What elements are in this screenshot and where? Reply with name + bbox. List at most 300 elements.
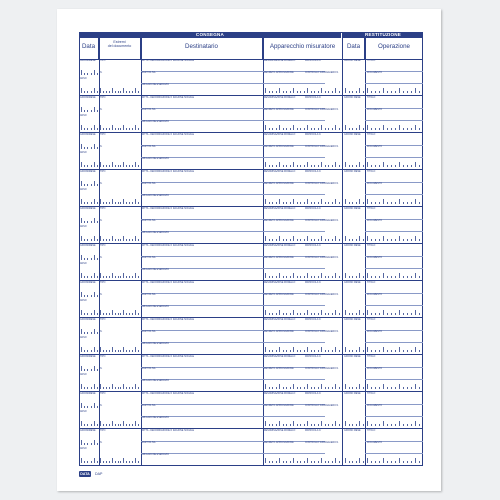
tick-mark — [307, 273, 308, 278]
label-ubicazione: UBICAZIONE ESERCIZIO — [142, 195, 170, 197]
tick-mark — [118, 313, 119, 315]
tick-mark — [321, 236, 322, 241]
brand-logo: DATA — [80, 472, 90, 476]
label-numero: N. — [100, 146, 103, 148]
tick-mark — [81, 310, 82, 315]
tick-mark — [97, 202, 98, 204]
label-decreto: DECRETO APPROVAZIONE — [264, 146, 294, 148]
tick-mark — [363, 424, 364, 426]
tick-mark — [279, 162, 280, 167]
tick-mark — [109, 350, 110, 352]
table-row — [79, 429, 423, 466]
tick-mark — [407, 350, 408, 352]
tick-mark — [91, 258, 92, 260]
tick-mark — [318, 128, 319, 130]
tick-mark — [311, 313, 312, 315]
tick-mark — [84, 258, 85, 260]
label-decreto: DECRETO APPROVAZIONE — [264, 368, 294, 370]
tick-mark — [126, 202, 127, 204]
tick-mark — [314, 276, 315, 278]
tick-mark — [407, 202, 408, 204]
row-subline — [141, 293, 325, 294]
label-mese: MESE — [89, 393, 96, 395]
tick-mark — [419, 202, 420, 204]
tick-mark — [387, 239, 388, 241]
tick-mark — [91, 406, 92, 408]
tick-mark — [318, 350, 319, 352]
tick-marks — [367, 124, 419, 130]
tick-mark — [352, 128, 353, 130]
tick-mark — [283, 350, 284, 352]
label-documento: DOCUMENTO — [367, 405, 383, 407]
tick-mark — [318, 313, 319, 315]
tick-mark — [269, 313, 270, 315]
row-subline — [141, 145, 325, 146]
tick-mark — [307, 384, 308, 389]
tick-mark — [314, 239, 315, 241]
tick-mark — [94, 440, 95, 445]
tick-mark — [269, 239, 270, 241]
tick-mark — [87, 258, 88, 260]
form-code: DAP — [95, 472, 103, 476]
tick-mark — [286, 350, 287, 352]
tick-mark — [335, 458, 336, 463]
tick-marks — [81, 143, 97, 149]
label-titolo: TITOLO — [367, 430, 376, 432]
tick-mark — [94, 236, 95, 241]
tick-mark — [352, 239, 353, 241]
tick-mark — [138, 128, 139, 130]
tick-mark — [356, 202, 357, 204]
tick-mark — [269, 128, 270, 130]
tick-marks — [81, 402, 97, 408]
tick-mark — [276, 165, 277, 167]
tick-mark — [297, 202, 298, 204]
tick-mark — [321, 347, 322, 352]
tick-marks — [345, 346, 363, 352]
tick-mark — [269, 91, 270, 93]
tick-mark — [94, 107, 95, 112]
tick-mark — [132, 424, 133, 426]
label-documento: DOCUMENTO — [367, 72, 383, 74]
tick-mark — [279, 384, 280, 389]
label-controllo: CONTROLLO GIORNALIERO N. — [305, 405, 339, 407]
tick-mark — [379, 128, 380, 130]
row-subline — [141, 182, 325, 183]
tick-mark — [403, 313, 404, 315]
tick-mark — [100, 88, 101, 93]
tick-mark — [135, 162, 136, 167]
tick-mark — [293, 458, 294, 463]
tick-mark — [318, 387, 319, 389]
tick-mark — [391, 239, 392, 241]
tick-mark — [375, 424, 376, 426]
tick-mark — [81, 329, 82, 334]
tick-mark — [100, 421, 101, 426]
tick-mark — [103, 165, 104, 167]
tick-mark — [363, 239, 364, 241]
tick-mark — [123, 125, 124, 130]
tick-mark — [290, 202, 291, 204]
tick-mark — [106, 313, 107, 315]
tick-mark — [103, 202, 104, 204]
label-titolo: TITOLO — [367, 245, 376, 247]
tick-mark — [84, 128, 85, 130]
label-giorno: GIORNO — [80, 393, 90, 395]
tick-mark — [411, 424, 412, 426]
tick-mark — [81, 107, 82, 112]
tick-mark — [269, 165, 270, 167]
tick-mark — [307, 421, 308, 426]
tick-mark — [304, 202, 305, 204]
label-mese: MESE — [354, 393, 361, 395]
tick-mark — [318, 461, 319, 463]
tick-mark — [118, 424, 119, 426]
tick-mark — [318, 424, 319, 426]
tick-mark — [283, 276, 284, 278]
tick-mark — [265, 458, 266, 463]
tick-mark — [286, 424, 287, 426]
tick-mark — [367, 88, 368, 93]
tick-mark — [276, 239, 277, 241]
tick-mark — [84, 147, 85, 149]
label-ubicazione: UBICAZIONE ESERCIZIO — [142, 417, 170, 419]
tick-mark — [367, 458, 368, 463]
label-anno: ANNO — [80, 300, 87, 302]
label-denominazione-modello: DENOMINAZIONE MODELLO — [264, 245, 296, 247]
label-anno: ANNO — [80, 411, 87, 413]
label-matricola: MATRICOLA N. — [305, 393, 322, 395]
label-decreto: DECRETO APPROVAZIONE — [264, 331, 294, 333]
tick-mark — [87, 369, 88, 371]
tick-mark — [300, 424, 301, 426]
tick-marks — [81, 383, 97, 389]
tick-mark — [419, 91, 420, 93]
tick-mark — [311, 276, 312, 278]
tick-mark — [415, 162, 416, 167]
tick-mark — [279, 125, 280, 130]
tick-mark — [403, 461, 404, 463]
tick-marks — [265, 87, 339, 93]
tick-mark — [419, 387, 420, 389]
tick-mark — [321, 273, 322, 278]
tick-mark — [283, 165, 284, 167]
tick-marks — [81, 365, 97, 371]
label-mese: MESE — [354, 356, 361, 358]
tick-mark — [383, 199, 384, 204]
tick-mark — [383, 421, 384, 426]
tick-mark — [345, 384, 346, 389]
tick-mark — [81, 440, 82, 445]
tick-mark — [325, 239, 326, 241]
tick-mark — [94, 255, 95, 260]
tick-mark — [91, 184, 92, 186]
tick-mark — [272, 276, 273, 278]
tick-mark — [293, 236, 294, 241]
tick-mark — [297, 350, 298, 352]
tick-mark — [419, 313, 420, 315]
tick-mark — [297, 128, 298, 130]
tick-mark — [399, 421, 400, 426]
tick-mark — [359, 384, 360, 389]
tick-mark — [321, 384, 322, 389]
tick-mark — [106, 165, 107, 167]
row-subline — [141, 71, 325, 72]
tick-mark — [391, 202, 392, 204]
label-numero: N. — [100, 368, 103, 370]
tick-mark — [297, 239, 298, 241]
tick-marks — [100, 272, 138, 278]
label-controllo: CONTROLLO GIORNALIERO N. — [305, 72, 339, 74]
tick-mark — [359, 458, 360, 463]
tick-mark — [97, 332, 98, 334]
tick-mark — [81, 88, 82, 93]
tick-mark — [395, 276, 396, 278]
tick-marks — [265, 272, 339, 278]
row-subline — [141, 219, 325, 220]
tick-mark — [132, 128, 133, 130]
tick-mark — [276, 91, 277, 93]
tick-mark — [286, 313, 287, 315]
tick-mark — [94, 403, 95, 408]
tick-mark — [129, 350, 130, 352]
tick-mark — [383, 384, 384, 389]
tick-mark — [126, 128, 127, 130]
tick-mark — [269, 387, 270, 389]
label-denominazione-modello: DENOMINAZIONE MODELLO — [264, 319, 296, 321]
tick-mark — [84, 221, 85, 223]
label-mese: MESE — [89, 319, 96, 321]
tick-mark — [311, 424, 312, 426]
tick-mark — [314, 165, 315, 167]
tick-mark — [349, 91, 350, 93]
tick-mark — [123, 199, 124, 204]
tick-mark — [138, 387, 139, 389]
tick-marks — [100, 87, 138, 93]
tick-mark — [293, 199, 294, 204]
tick-mark — [332, 91, 333, 93]
column-label-estremi-2: del documento — [107, 44, 132, 48]
label-matricola: MATRICOLA N. — [305, 208, 322, 210]
tick-mark — [379, 461, 380, 463]
tick-mark — [356, 276, 357, 278]
tick-mark — [321, 162, 322, 167]
tick-mark — [335, 310, 336, 315]
tick-mark — [132, 350, 133, 352]
tick-mark — [328, 128, 329, 130]
tick-mark — [81, 199, 82, 204]
tick-mark — [123, 236, 124, 241]
tick-mark — [332, 165, 333, 167]
tick-mark — [84, 332, 85, 334]
tick-mark — [115, 387, 116, 389]
tick-mark — [91, 295, 92, 297]
form-sheet — [57, 9, 441, 491]
tick-mark — [109, 461, 110, 463]
tick-mark — [286, 461, 287, 463]
tick-mark — [279, 236, 280, 241]
label-partita-iva: PARTITA IVA — [142, 368, 156, 370]
label-decreto: DECRETO APPROVAZIONE — [264, 442, 294, 444]
tick-mark — [356, 424, 357, 426]
tick-mark — [265, 236, 266, 241]
tick-mark — [339, 239, 340, 241]
tick-mark — [106, 424, 107, 426]
label-partita-iva: PARTITA IVA — [142, 294, 156, 296]
tick-mark — [304, 91, 305, 93]
tick-marks — [367, 87, 419, 93]
tick-mark — [293, 347, 294, 352]
row-subline — [365, 416, 423, 417]
tick-mark — [135, 347, 136, 352]
tick-mark — [84, 461, 85, 463]
tick-mark — [367, 347, 368, 352]
tick-mark — [132, 387, 133, 389]
label-denominazione-modello: DENOMINAZIONE MODELLO — [264, 356, 296, 358]
tick-mark — [318, 276, 319, 278]
label-numero: N. — [100, 331, 103, 333]
tick-mark — [359, 125, 360, 130]
tick-mark — [87, 443, 88, 445]
tick-mark — [129, 239, 130, 241]
label-documento: DOCUMENTO — [367, 257, 383, 259]
table-row — [79, 207, 423, 244]
tick-mark — [411, 165, 412, 167]
label-giorno: GIORNO — [80, 134, 90, 136]
tick-mark — [279, 310, 280, 315]
tick-mark — [407, 387, 408, 389]
tick-mark — [293, 310, 294, 315]
tick-mark — [293, 384, 294, 389]
tick-mark — [129, 461, 130, 463]
tick-mark — [311, 91, 312, 93]
tick-mark — [112, 125, 113, 130]
tick-mark — [349, 313, 350, 315]
tick-mark — [97, 313, 98, 315]
tick-mark — [363, 313, 364, 315]
tick-mark — [300, 276, 301, 278]
tick-mark — [109, 128, 110, 130]
tick-marks — [345, 272, 363, 278]
label-titolo: TITOLO — [367, 60, 376, 62]
tick-mark — [286, 276, 287, 278]
tick-mark — [371, 424, 372, 426]
tick-mark — [138, 424, 139, 426]
tick-mark — [403, 91, 404, 93]
tick-mark — [283, 202, 284, 204]
tick-mark — [419, 461, 420, 463]
tick-mark — [359, 347, 360, 352]
tick-mark — [272, 91, 273, 93]
tick-mark — [81, 255, 82, 260]
tick-mark — [112, 273, 113, 278]
tick-mark — [115, 424, 116, 426]
tick-mark — [371, 165, 372, 167]
label-matricola: MATRICOLA N. — [305, 282, 322, 284]
tick-mark — [103, 239, 104, 241]
tick-mark — [391, 424, 392, 426]
tick-mark — [332, 202, 333, 204]
tick-mark — [126, 165, 127, 167]
tick-mark — [138, 276, 139, 278]
row-subline — [365, 231, 423, 232]
tick-mark — [371, 91, 372, 93]
label-numero: N. — [100, 183, 103, 185]
tick-mark — [272, 202, 273, 204]
tick-mark — [276, 276, 277, 278]
tick-mark — [135, 458, 136, 463]
tick-mark — [403, 387, 404, 389]
tick-mark — [407, 128, 408, 130]
tick-mark — [106, 350, 107, 352]
label-denominazione-modello: DENOMINAZIONE MODELLO — [264, 393, 296, 395]
tick-mark — [349, 202, 350, 204]
tick-mark — [118, 128, 119, 130]
tick-mark — [345, 236, 346, 241]
tick-mark — [129, 276, 130, 278]
tick-mark — [352, 424, 353, 426]
tick-mark — [407, 165, 408, 167]
tick-mark — [339, 91, 340, 93]
tick-mark — [367, 384, 368, 389]
label-documento: DOCUMENTO — [367, 220, 383, 222]
row-subline — [141, 256, 325, 257]
tick-mark — [106, 128, 107, 130]
label-anno: ANNO — [80, 115, 87, 117]
tick-mark — [112, 199, 113, 204]
tick-marks — [81, 254, 97, 260]
tick-mark — [279, 458, 280, 463]
label-mese: MESE — [89, 282, 96, 284]
tick-mark — [126, 387, 127, 389]
tick-mark — [81, 236, 82, 241]
tick-mark — [97, 110, 98, 112]
tick-mark — [120, 202, 121, 204]
tick-mark — [314, 313, 315, 315]
tick-mark — [332, 239, 333, 241]
label-giorno: GIORNO — [80, 60, 90, 62]
label-giorno: GIORNO — [344, 393, 354, 395]
label-ubicazione: UBICAZIONE ESERCIZIO — [142, 121, 170, 123]
label-giorno: GIORNO — [80, 319, 90, 321]
tick-mark — [325, 313, 326, 315]
tick-marks — [265, 457, 339, 463]
tick-mark — [375, 165, 376, 167]
tick-mark — [123, 88, 124, 93]
tick-mark — [87, 202, 88, 204]
tick-mark — [311, 387, 312, 389]
tick-mark — [135, 88, 136, 93]
label-denominazione: DITTA - DENOMINAZIONE O RAGIONE SOCIALE — [142, 60, 195, 62]
tick-mark — [126, 239, 127, 241]
label-titolo: TITOLO — [367, 208, 376, 210]
label-tipo: TIPO — [100, 60, 106, 62]
tick-mark — [387, 313, 388, 315]
tick-mark — [87, 147, 88, 149]
tick-marks — [100, 457, 138, 463]
tick-mark — [314, 461, 315, 463]
tick-mark — [138, 165, 139, 167]
label-tipo: TIPO — [100, 134, 106, 136]
tick-mark — [120, 461, 121, 463]
tick-mark — [81, 70, 82, 75]
tick-mark — [81, 125, 82, 130]
tick-marks — [367, 309, 419, 315]
tick-mark — [387, 91, 388, 93]
tick-mark — [403, 202, 404, 204]
tick-mark — [297, 276, 298, 278]
tick-mark — [94, 70, 95, 75]
